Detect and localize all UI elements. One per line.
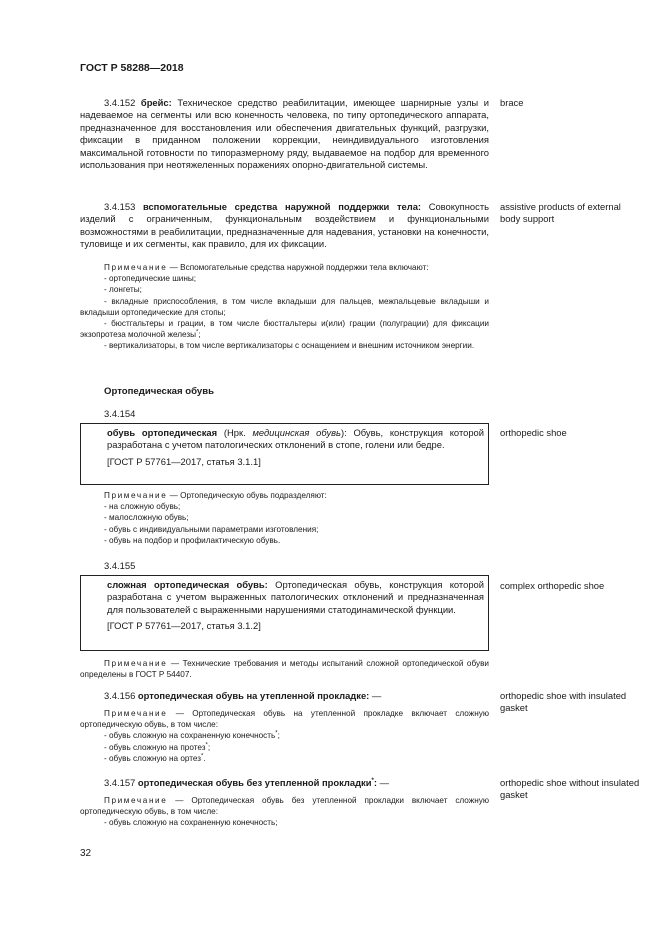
entry-english-term: orthopedic shoe — [500, 427, 567, 438]
note-label: Примечание — [104, 709, 168, 718]
note-intro: — Ортопедическая обувь без утепленной прокладки включает сложную ортопедическую обувь, в том числе: — [80, 796, 489, 817]
footnote-mark: * — [371, 777, 374, 784]
entry-number: 3.4.153 — [104, 201, 136, 212]
entry-box-3-4-155 — [80, 575, 489, 651]
entry-term: обувь ортопедическая — [107, 427, 218, 438]
list-item: - обувь сложную на сохраненную конечность*; — [104, 730, 280, 741]
document-header: ГОСТ Р 58288—2018 — [80, 62, 184, 74]
list-item: - обувь сложную на ортез*. — [104, 753, 206, 763]
note-label: Примечание — [104, 659, 168, 668]
entry-number: 3.4.156 — [104, 690, 136, 701]
list-item: - бюстгальтеры и грации, в том числе бюстгальтеры и(или) грации (полуграции) для фиксации экзопротеза молочной железы*; — [80, 319, 489, 340]
entry-3-4-152 — [80, 97, 489, 171]
source-reference: [ГОСТ Р 57761—2017, статья 3.1.1] — [107, 455, 261, 467]
entry-term: ортопедическая обувь на утепленной прокладке: — [137, 690, 370, 701]
footnote-mark: * — [196, 329, 199, 336]
entry-english-term: complex orthopedic shoe — [500, 580, 605, 591]
note-intro: — Ортопедическую обувь подразделяют: — [169, 491, 327, 500]
term-note: (Нрк. — [223, 427, 246, 438]
entry-number: 3.4.157 — [104, 777, 136, 788]
entry-3-4-157: 3.4.157 ортопедическая обувь без утепленной прокладки*: — — [104, 777, 389, 788]
entry-definition: Техническое средство реабилитации, имеющее шарнирные узлы и надеваемое на сегменты или всю конечность человека, по типу ортопедического аппарата, предназначенное для восстановления или обеспечения двигательных функций, разгрузки, фиксации в приданном положении коррекции, неиндивидуального изготовления максимальной готовности по типоразмерному ряду, выдаваемое на подбор для временного использования при неотяжеленных поражениях опорно-двигательной системы. — [80, 97, 490, 171]
section-subheading: Ортопедическая обувь — [104, 386, 215, 397]
list-item: - обувь сложную на протез*; — [104, 741, 211, 752]
entry-english-term: assistive products of external body support — [500, 201, 621, 225]
note-3-4-156 — [80, 708, 489, 764]
entry-3-4-153 — [80, 201, 489, 251]
note-3-4-154 — [80, 490, 489, 546]
entry-box-3-4-154: обувь ортопедическая (Нрк. медицинская обувь): Обувь, конструкция которой разработана с учетом патологических отклонений в стопе, голени или бедре. [ГОСТ Р 57761—2017, статья 3.1.1] — [80, 423, 489, 485]
list-item: - обувь сложную на сохраненную конечность; — [104, 818, 278, 828]
entry-definition: Обувь, конструкция которой разработана с учетом патологических отклонений в стопе, голени или бедре. — [107, 427, 485, 451]
note-3-4-153 — [80, 262, 489, 352]
list-item: - на сложную обувь; — [104, 502, 181, 512]
deprecated-term: медицинская обувь — [252, 427, 341, 438]
footnote-mark: * — [275, 730, 278, 737]
note-label: Примечание — [104, 796, 168, 805]
note-intro: — Вспомогательные средства наружной поддержки тела включают: — [169, 263, 429, 272]
entry-term: брейс: — [140, 97, 172, 108]
entry-number: 3.4.152 — [104, 97, 136, 108]
note-text: — Технические требования и методы испытаний сложной ортопедической обуви определены в ГОСТ Р 54407. — [80, 659, 490, 680]
note-3-4-157 — [80, 795, 489, 829]
entry-3-4-156: 3.4.156 ортопедическая обувь на утепленной прокладке: — — [104, 690, 382, 701]
list-item: - вкладные приспособления, в том числе вкладыши для пальцев, межпальцевые вкладыши и вкладыши ортопедические для стопы; — [80, 296, 489, 317]
entry-term: сложная ортопедическая обувь: — [107, 579, 268, 590]
list-item: - лонгеты; — [104, 285, 142, 295]
note-3-4-155 — [80, 658, 489, 680]
source-reference: [ГОСТ Р 57761—2017, статья 3.1.2] — [107, 620, 261, 632]
entry-definition: Совокупность изделий с ограниченным, функциональным воздействием и функциональными возможностями в реабилитации, предназначенные для надевания, установки на конечности, туловище и их сегменты, как правило, для их фиксации. — [80, 201, 490, 250]
list-item: - вертикализаторы, в том числе вертикализаторы с оснащением и внешним источником энергии. — [104, 341, 475, 351]
list-item: - обувь на подбор и профилактическую обувь. — [104, 535, 281, 545]
entry-term: ортопедическая обувь без утепленной прокладки — [137, 777, 372, 788]
entry-term: вспомогательные средства наружной поддержки тела: — [142, 201, 422, 212]
list-item: - малосложную обувь; — [104, 513, 189, 523]
note-label: Примечание — [104, 263, 168, 272]
footnote-mark: * — [205, 741, 208, 748]
page-number: 32 — [80, 848, 92, 859]
note-label: Примечание — [104, 491, 168, 500]
entry-english-term: orthopedic shoe with insulated gasket — [500, 690, 627, 714]
note-intro: — Ортопедическая обувь на утепленной прокладке включает сложную ортопедическую обувь, в том числе: — [80, 709, 489, 730]
list-item: - обувь с индивидуальными параметрами изготовления; — [104, 524, 319, 534]
entry-english-term: brace — [500, 97, 524, 108]
footnote-mark: * — [201, 753, 204, 760]
entry-number: 3.4.154 — [104, 408, 136, 419]
entry-number: 3.4.155 — [104, 560, 136, 571]
entry-definition: Ортопедическая обувь, конструкция которой разработана с учетом выраженных патологических отклонений и предназначенная для пользователей с выраженными нарушениями статодинамической функции. — [107, 579, 485, 615]
list-item: - ортопедические шины; — [104, 274, 197, 284]
entry-english-term: orthopedic shoe without insulated gasket — [500, 777, 640, 801]
